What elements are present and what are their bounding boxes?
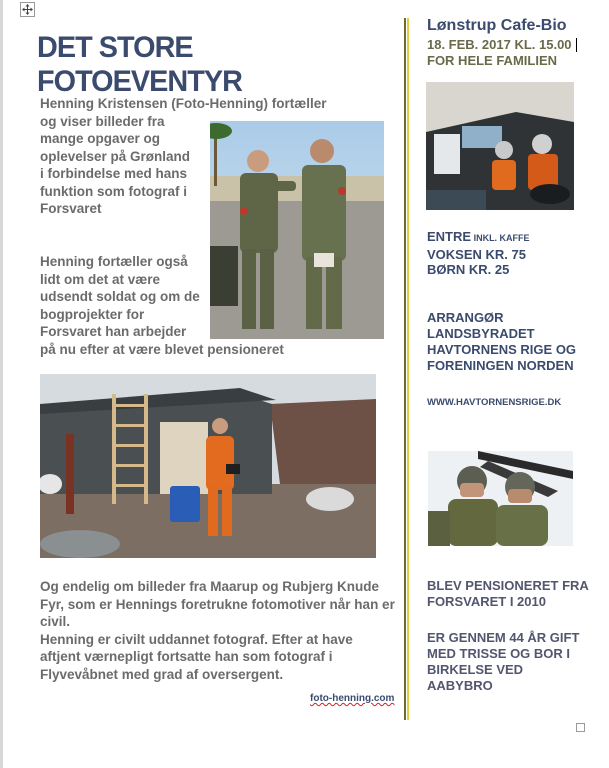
arranger-line: LANDSBYRADET bbox=[427, 326, 535, 341]
bottom-line: aftjent værnepligt fortsatte han som fotograf i bbox=[40, 649, 333, 664]
second-paragraph bbox=[40, 253, 284, 358]
photo-greenland-hut[interactable] bbox=[40, 374, 376, 558]
entre-block bbox=[427, 229, 530, 278]
bottom-line: Henning er civilt uddannet fotograf. Efter at have bbox=[40, 631, 353, 647]
arranger-line: FORENINGEN NORDEN bbox=[427, 358, 574, 373]
venue-title: Lønstrup Cafe-Bio bbox=[427, 17, 567, 34]
bottom-line: Og endelig om billeder fra Maarup og Rubjerg Knude bbox=[40, 579, 380, 594]
price-child: BØRN KR. 25 bbox=[427, 262, 510, 277]
price-adult: VOKSEN KR. 75 bbox=[427, 246, 526, 262]
bottom-line: Flyvevåbnet med grad af oversergent. bbox=[40, 666, 284, 682]
page-title: DET STORE FOTOEVENTYR bbox=[37, 31, 242, 98]
resize-square-icon[interactable] bbox=[576, 723, 585, 732]
married-line: BIRKELSE VED bbox=[427, 662, 524, 677]
column-divider bbox=[404, 18, 409, 720]
entre-note: INKL. KAFFE bbox=[471, 233, 530, 243]
intro-line: Henning Kristensen (Foto-Henning) fortæller bbox=[40, 96, 327, 111]
photo-pilots-helmets[interactable] bbox=[428, 451, 573, 546]
helicopter-image bbox=[426, 82, 574, 210]
page-edge bbox=[0, 0, 3, 768]
second-line: udsendt soldat og om de bbox=[40, 289, 200, 304]
photo-helicopter-crew[interactable] bbox=[426, 82, 574, 210]
text-cursor bbox=[576, 38, 577, 52]
bottom-line: civil. bbox=[40, 614, 71, 629]
arranger-block bbox=[427, 310, 576, 374]
intro-line: i forbindelse med hans bbox=[40, 166, 188, 181]
intro-line: funktion som fotograf i bbox=[40, 183, 187, 199]
intro-line: oplevelser på Grønland bbox=[40, 148, 191, 164]
arranger-line: HAVTORNENS RIGE OG bbox=[427, 342, 577, 357]
helmets-image bbox=[428, 451, 573, 546]
website-link[interactable]: foto-henning.com bbox=[310, 693, 395, 704]
arranger-heading: ARRANGØR bbox=[427, 310, 504, 325]
pension-block bbox=[427, 578, 589, 610]
event-date: 18. FEB. 2017 KL. 15.00 bbox=[427, 37, 572, 52]
pension-line: BLEV PENSIONERET FRA bbox=[427, 578, 589, 593]
second-line: på nu efter at være blevet pensioneret bbox=[40, 341, 284, 357]
second-line: Henning fortæller også bbox=[40, 254, 188, 269]
table-move-handle[interactable] bbox=[20, 2, 35, 17]
second-line: Forsvaret han arbejder bbox=[40, 324, 187, 339]
pension-line: FORSVARET I 2010 bbox=[427, 594, 546, 609]
intro-line: Forsvaret bbox=[40, 201, 102, 216]
event-audience: FOR HELE FAMILIEN bbox=[427, 53, 557, 68]
hut-image bbox=[40, 374, 376, 558]
intro-line: mange opgaver og bbox=[40, 131, 161, 146]
entre-heading bbox=[427, 229, 530, 247]
second-line: bogprojekter for bbox=[40, 306, 145, 322]
married-line: AABYBRO bbox=[427, 678, 493, 693]
move-arrows-icon bbox=[22, 4, 33, 15]
havtornen-url[interactable]: WWW.HAVTORNENSRIGE.DK bbox=[427, 397, 562, 408]
married-block bbox=[427, 630, 579, 694]
intro-line: og viser billeder fra bbox=[40, 113, 165, 129]
married-line: ER GENNEM 44 ÅR GIFT bbox=[427, 630, 580, 645]
divider-gold-line bbox=[407, 18, 409, 720]
divider-dark-line bbox=[404, 18, 406, 720]
event-details bbox=[427, 37, 572, 69]
entre-label: ENTRE bbox=[427, 229, 472, 244]
married-line: MED TRISSE OG BOR I bbox=[427, 646, 571, 661]
bottom-paragraph bbox=[40, 578, 395, 683]
bottom-line: Fyr, som er Hennings foretrukne fotomotiver når han er bbox=[40, 596, 395, 612]
second-line: lidt om det at være bbox=[40, 271, 161, 287]
